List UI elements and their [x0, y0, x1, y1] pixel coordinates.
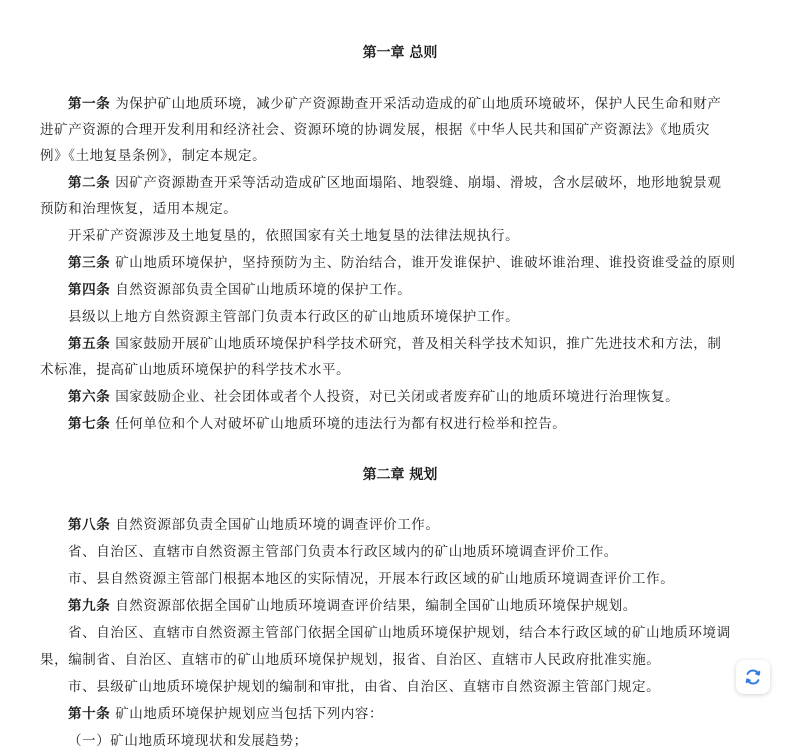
chapter-2-title: 第二章 规划	[362, 467, 438, 483]
article-7-number: 第七条	[68, 416, 111, 432]
article-9-para-3: 市、县级矿山地质环境保护规划的编制和审批，由省、自治区、直辖市自然资源主管部门规定。	[68, 679, 661, 695]
article-2-line-1: 第二条 因矿产资源勘查开采等活动造成矿区地面塌陷、地裂缝、崩塌、滑坡，含水层破坏，地形地貌景观	[68, 175, 722, 191]
article-3-line-1: 第三条 矿山地质环境保护，坚持预防为主、防治结合，谁开发谁保护、谁破坏谁治理、谁投资谁受益的原则	[68, 255, 736, 271]
article-4-para-2: 县级以上地方自然资源主管部门负责本行政区的矿山地质环境保护工作。	[68, 309, 520, 325]
article-7-line-1: 第七条 任何单位和个人对破坏矿山地质环境的违法行为都有权进行检举和控告。	[68, 416, 567, 432]
refresh-icon	[743, 667, 763, 687]
article-2-para-2: 开采矿产资源涉及土地复垦的，依照国家有关土地复垦的法律法规执行。	[68, 228, 520, 244]
article-9-para-2-line-1: 省、自治区、直辖市自然资源主管部门依据全国矿山地质环境保护规划，结合本行政区域的矿山地质环境调	[68, 625, 731, 641]
article-3-number: 第三条	[68, 255, 111, 271]
article-1-line-3: 例》《土地复垦条例》，制定本规定。	[40, 148, 267, 164]
article-4-line-1: 第四条 自然资源部负责全国矿山地质环境的保护工作。	[68, 282, 412, 298]
article-1-line-1: 第一条 为保护矿山地质环境，减少矿产资源勘查开采活动造成的矿山地质环境破坏，保护人民生命和财产	[68, 96, 722, 112]
article-5-line-2: 术标准，提高矿山地质环境保护的科学技术水平。	[40, 362, 351, 378]
article-8-para-3: 市、县自然资源主管部门根据本地区的实际情况，开展本行政区域的矿山地质环境调查评价工作。	[68, 571, 675, 587]
article-4-number: 第四条	[68, 282, 111, 298]
article-6-line-1: 第六条 国家鼓励企业、社会团体或者个人投资，对已关闭或者废弃矿山的地质环境进行治理恢复。	[68, 389, 680, 405]
article-10-number: 第十条	[68, 706, 111, 722]
article-9-number: 第九条	[68, 598, 111, 614]
article-8-number: 第八条	[68, 517, 111, 533]
article-10-line-1: 第十条 矿山地质环境保护规划应当包括下列内容：	[68, 706, 384, 722]
article-6-number: 第六条	[68, 389, 111, 405]
article-9-para-2-line-2: 果，编制省、自治区、直辖市的矿山地质环境保护规划，报省、自治区、直辖市人民政府批准实施。	[40, 652, 661, 668]
article-1-line-2: 进矿产资源的合理开发利用和经济社会、资源环境的协调发展，根据《中华人民共和国矿产资源法》《地质灾	[40, 122, 711, 138]
article-2-line-2: 预防和治理恢复，适用本规定。	[40, 201, 238, 217]
article-9-line-1: 第九条 自然资源部依据全国矿山地质环境调查评价结果，编制全国矿山地质环境保护规划。	[68, 598, 637, 614]
floating-refresh-button[interactable]	[736, 660, 770, 694]
article-5-number: 第五条	[68, 336, 111, 352]
article-8-para-2: 省、自治区、直辖市自然资源主管部门负责本行政区域内的矿山地质环境调查评价工作。	[68, 544, 618, 560]
article-5-line-1: 第五条 国家鼓励开展矿山地质环境保护科学技术研究，普及相关科学技术知识，推广先进技术和方法，制	[68, 336, 722, 352]
article-8-line-1: 第八条 自然资源部负责全国矿山地质环境的调查评价工作。	[68, 517, 440, 533]
chapter-1-title: 第一章 总则	[362, 45, 438, 61]
article-2-number: 第二条	[68, 175, 111, 191]
article-1-number: 第一条	[68, 96, 111, 112]
article-10-item-1: （一）矿山地质环境现状和发展趋势；	[68, 733, 308, 749]
